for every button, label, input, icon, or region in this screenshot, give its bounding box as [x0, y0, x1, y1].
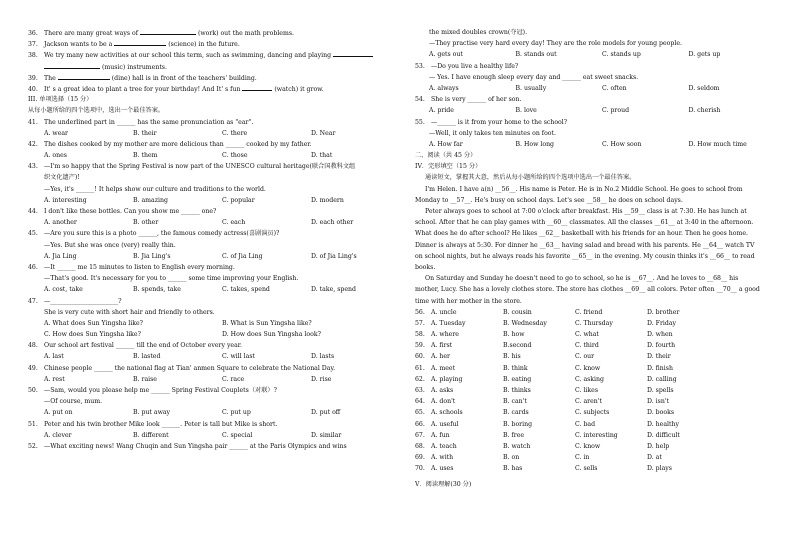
- left-column: [28, 27, 400, 452]
- options-41: [28, 128, 400, 139]
- passage-line: I'm Helen. I have a(n) __56__. His name is Peter. He is in No.2 Middle School. He goes to school from: [425, 185, 743, 193]
- option-b[interactable]: B. other: [133, 219, 159, 227]
- question-53: 53. —Do you live a healthy life?: [415, 62, 519, 70]
- option-c[interactable]: C. takes, spend: [222, 286, 270, 294]
- option-c[interactable]: C. stands up: [602, 51, 641, 59]
- option-a[interactable]: A. another: [44, 219, 77, 227]
- option-c[interactable]: C. popular: [222, 196, 255, 204]
- option-d[interactable]: D. of Jia Ling's: [311, 252, 357, 260]
- option-a[interactable]: A. ones: [44, 152, 67, 160]
- question-43-line3: —Yes, it's ______! It helps show our culture and traditions to the world.: [44, 185, 266, 193]
- answer-blank[interactable]: [58, 72, 110, 80]
- option-b[interactable]: B. their: [133, 129, 157, 137]
- passage-line: On Saturday and Sunday he doesn't need to go to school, so he is __67__. And he loves to __68__ his: [425, 275, 739, 283]
- cloze-row: 60. A. her B. his C. our D. their: [415, 353, 671, 361]
- answer-blank[interactable]: [114, 38, 166, 46]
- option-a[interactable]: A. put on: [44, 409, 73, 417]
- option-d[interactable]: D. take, spend: [311, 286, 356, 294]
- option-a[interactable]: A. always: [429, 84, 459, 92]
- cloze-row: 59. A. first B.second C. third D. fourth: [415, 342, 676, 350]
- option-b[interactable]: B. usually: [515, 84, 547, 92]
- option-a[interactable]: A. rest: [44, 375, 65, 383]
- passage-line: time with her mother in the store.: [415, 297, 522, 305]
- section3-instructions: 从每小题所给的四个选项中，选出一个最佳答案。: [28, 107, 165, 115]
- option-d[interactable]: D. each other: [311, 219, 354, 227]
- options-45: [28, 251, 400, 262]
- question-38: 38. We try many new activities at our school this term, such as swimming, dancing and playing: [28, 49, 400, 60]
- question-45: 45. —Are you sure this is a photo ______, the famous comedy actress(喜剧演员)?: [28, 230, 280, 238]
- answer-blank[interactable]: [140, 27, 196, 35]
- option-b[interactable]: B. spends, take: [133, 286, 181, 294]
- cloze-row: 70. A. uses B. has C. sells D. plays: [415, 465, 672, 473]
- option-b[interactable]: B. different: [133, 431, 169, 439]
- question-55: 55. —______ is it from your home to the school?: [415, 118, 568, 126]
- passage-line: school. After that he can play games with __60__ classmates. All the classes __61__ at 3:40 in the afternoon.: [415, 219, 754, 227]
- passage-line: on school nights, but he always reads his favorite __65__ in the evening. My cousin thinks it's __66__ to read: [415, 252, 755, 260]
- question-54: 54. She is very ______ of her son.: [415, 96, 522, 104]
- question-52: 52. —What exciting news! Wang Chuqin and Sun Yingsha pair ______ at the Paris Olympics and wins: [28, 442, 347, 450]
- question-43: 43. —I'm so happy that the Spring Festival is now part of the UNESCO cultural heritage(联合国教科文组: [28, 163, 356, 171]
- options-47-ab: [28, 318, 400, 329]
- question-52-line2: —They practise very hard every day! They are the role models for young people.: [429, 40, 682, 48]
- option-b[interactable]: B. What is Sun Yingsha like?: [222, 319, 312, 327]
- passage-line: Monday to __57__. He's busy on school days. Let's see __58__ he does on school days.: [415, 196, 683, 204]
- question-44: 44. I don't like these bottles. Can you show me ______ one?: [28, 208, 217, 215]
- question-41: 41. The underlined part in ______ has the same pronunciation as "ear".: [28, 118, 254, 126]
- cloze-row: 58. A. where B. how C. what D. when: [415, 331, 673, 339]
- option-a[interactable]: A. last: [44, 353, 64, 361]
- option-d[interactable]: D. cherish: [688, 107, 721, 115]
- cloze-row: 62. A. playing B. eating C. asking D. calling: [415, 375, 677, 383]
- cloze-row: 69. A. with B. on C. in D. at: [415, 454, 662, 462]
- option-c[interactable]: C. proud: [602, 107, 630, 115]
- option-b[interactable]: B. them: [133, 152, 158, 160]
- options-47-cd: [28, 329, 400, 340]
- question-37: 37. Jackson wants to be a (science) in the future.: [28, 38, 400, 49]
- question-46-line2: —That's good. It's necessary for you to ______ some time improving your English.: [44, 275, 299, 283]
- cloze-row: 67. A. fun B. free C. interesting D. difficult: [415, 431, 680, 439]
- part2-title: 二、阅读（共 45 分）: [415, 152, 477, 160]
- cloze-row: 56. A. uncle B. cousin C. friend D. brother: [415, 308, 680, 316]
- option-d[interactable]: D. Near: [311, 129, 336, 137]
- question-50-line2: —Of course, mum.: [44, 398, 103, 406]
- passage-line: What does he do after school? He likes __62__ basketball with his friends for an hour. Then he goes home.: [415, 230, 748, 238]
- option-b[interactable]: B. put away: [133, 409, 171, 417]
- question-45-line2: —Yes. But she was once (very) really thin.: [44, 241, 176, 249]
- options-44: [28, 217, 400, 228]
- option-a[interactable]: A. Jia Ling: [44, 252, 77, 260]
- question-47-line2: She is very cute with short hair and friendly to others.: [44, 308, 215, 316]
- option-d[interactable]: D. similar: [311, 431, 342, 439]
- question-52-cont: the mixed doubles crown(夺冠).: [429, 29, 528, 36]
- option-b[interactable]: B. love: [515, 107, 537, 115]
- answer-blank[interactable]: [242, 83, 272, 91]
- option-d[interactable]: D. seldom: [688, 84, 720, 92]
- options-55: [415, 139, 775, 150]
- cloze-options-table: [415, 307, 775, 475]
- option-d[interactable]: D. that: [311, 152, 333, 160]
- option-b[interactable]: B. Jia Ling's: [133, 252, 171, 260]
- option-b[interactable]: B. raise: [133, 375, 157, 383]
- passage-line: Dinner is always at 5:30. For dinner he __63__ having salad and bread with his parents. He __64__ watch TV: [415, 241, 755, 249]
- question-53-line2: — Yes. I have enough sleep every day and ______ eat sweet snacks.: [429, 73, 639, 81]
- option-c[interactable]: C. each: [222, 219, 246, 227]
- option-b[interactable]: B. lasted: [133, 353, 161, 361]
- option-c[interactable]: C. of Jia Ling: [222, 252, 263, 260]
- section4-title: IV．完形填空（15 分）: [415, 163, 482, 171]
- option-a[interactable]: A. pride: [429, 107, 454, 115]
- section4-instructions: 通读短文，掌握其大意，然后从每小题所给的四个选项中选出一个最佳答案。: [425, 174, 636, 182]
- cloze-row: 68. A. teach B. watch C. know D. help: [415, 442, 670, 450]
- passage-line: mother, Lucy. She has a lovely clothes store. The store has clothes __69__ all colors. Peter often __70__ a good: [415, 286, 760, 294]
- cloze-row: 65. A. schools B. cards C. subjects D. books: [415, 409, 675, 417]
- question-40: 40. It' s a great idea to plant a tree for your birthday! And It' s fun (watch) it grow.: [28, 83, 400, 94]
- option-c[interactable]: C. there: [222, 129, 248, 137]
- question-47: 47. —______________________?: [28, 297, 122, 305]
- option-c[interactable]: C. How does Sun Yingsha like?: [44, 331, 141, 339]
- question-50: 50. —Sam, would you please help me ______ Spring Festival Couplets（对联）?: [28, 387, 277, 394]
- question-46: 46. —It ______ me 15 minutes to listen to English every morning.: [28, 263, 235, 271]
- answer-blank[interactable]: [44, 61, 100, 69]
- cloze-row: 66. A. useful B. boring C. bad D. healthy: [415, 420, 679, 428]
- option-c[interactable]: C. will last: [222, 353, 255, 361]
- right-column: [415, 27, 775, 490]
- passage-line: books.: [415, 263, 436, 271]
- option-c[interactable]: C. put up: [222, 409, 251, 417]
- options-49: [28, 374, 400, 385]
- section5-title: V．阅读理解(30 分): [415, 480, 472, 488]
- section3-title: III. 单项选择（15 分）: [28, 96, 93, 104]
- options-51: [28, 430, 400, 441]
- option-a[interactable]: A. clever: [44, 431, 72, 439]
- cloze-row: 61. A. meet B. think C. know D. finish: [415, 364, 673, 372]
- question-43-line2: 织文化遗产)!: [44, 174, 80, 182]
- option-d[interactable]: D. modern: [311, 196, 344, 204]
- question-48: 48. Our school art festival ______ till the end of October every year.: [28, 342, 243, 350]
- question-39: 39. The (dine) hall is in front of the teachers' building.: [28, 72, 400, 83]
- options-52: [415, 49, 775, 60]
- option-d[interactable]: D. How much time: [688, 140, 747, 148]
- option-d[interactable]: D. How does Sun Yingsha look?: [222, 331, 321, 339]
- option-a[interactable]: A. How far: [429, 140, 463, 148]
- option-c[interactable]: C. those: [222, 152, 248, 160]
- options-54: [415, 105, 775, 116]
- option-a[interactable]: A. interesting: [44, 196, 87, 204]
- cloze-row: 57. A. Tuesday B. Wednesday C. Thursday D. Friday: [415, 319, 677, 327]
- cloze-row: 64. A. don't B. can't C. aren't D. isn't: [415, 398, 670, 406]
- question-55-line2: —Well, it only takes ten minutes on foot.: [429, 129, 556, 137]
- passage-line: Peter always goes to school at 7:00 o'clock after breakfast. His __59__ class is at 7:30. He has lunch at: [425, 208, 747, 215]
- option-c[interactable]: C. special: [222, 431, 253, 439]
- option-c[interactable]: C. race: [222, 375, 245, 383]
- option-c[interactable]: C. How soon: [602, 140, 642, 148]
- option-a[interactable]: A. What does Sun Yingsha like?: [44, 319, 143, 327]
- question-49: 49. Chinese people ______ the national flag at Tian' anmen Square to celebrate the National Day.: [28, 364, 336, 372]
- option-b[interactable]: B. How long: [515, 140, 555, 148]
- option-a[interactable]: A. gets out: [429, 51, 463, 59]
- option-d[interactable]: D. gets up: [688, 51, 721, 59]
- option-b[interactable]: B. stands out: [515, 51, 557, 59]
- options-48: [28, 351, 400, 362]
- option-a[interactable]: A. wear: [44, 129, 69, 137]
- options-53: [415, 83, 775, 94]
- answer-blank[interactable]: [333, 49, 373, 57]
- cloze-row: 63. A. asks B. thinks C. likes D. spells: [415, 387, 674, 394]
- question-51: 51. Peter and his twin brother Mike look ______. Peter is tall but Mike is short.: [28, 420, 278, 428]
- options-42: [28, 150, 400, 161]
- option-b[interactable]: B. amazing: [133, 196, 168, 204]
- option-c[interactable]: C. often: [602, 84, 627, 92]
- option-d[interactable]: D. rise: [311, 375, 332, 383]
- option-d[interactable]: D. put off: [311, 409, 341, 417]
- question-36: 36. There are many great ways of (work) out the math problems.: [28, 27, 400, 38]
- option-a[interactable]: A. cost, take: [44, 286, 83, 294]
- options-50: [28, 407, 400, 418]
- cloze-passage: [415, 184, 775, 307]
- question-42: 42. The dishes cooked by my mother are more delicious than ______ cooked by my father.: [28, 140, 312, 148]
- question-38-cont: (music) instruments.: [28, 61, 400, 72]
- options-46: [28, 284, 400, 295]
- options-43: [28, 195, 400, 206]
- option-d[interactable]: D. lasts: [311, 353, 335, 361]
